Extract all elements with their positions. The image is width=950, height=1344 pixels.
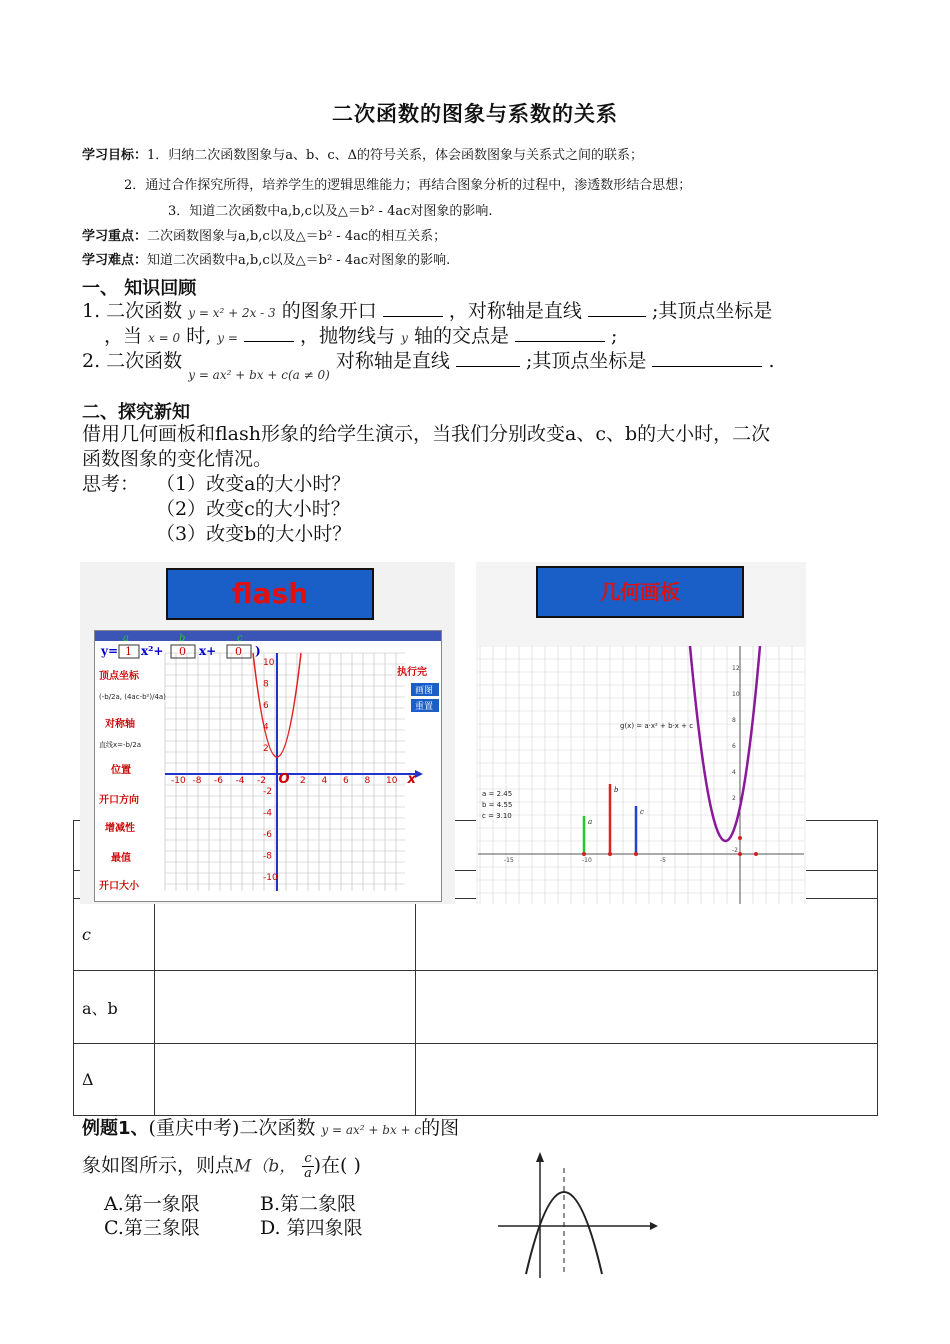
q1-formula: y = x² + 2x - 3	[188, 306, 276, 320]
q1-text-l: ;	[611, 325, 618, 347]
blank-q2-axis[interactable]	[456, 348, 520, 367]
key-point-line	[82, 229, 912, 245]
page-title: 二次函数的图象与系数的关系	[332, 102, 618, 126]
q1-text-i: ，抛物线与	[300, 325, 396, 347]
table-row-label: a、b	[74, 971, 155, 1044]
example-parabola-graph	[492, 1150, 667, 1280]
option-b[interactable]: B.第二象限	[260, 1193, 357, 1215]
think-item-3: （3）改变b的大小时？	[156, 523, 352, 545]
q2-text-c: ;其顶点坐标是	[525, 350, 647, 372]
flash-x-tick: 10	[386, 776, 398, 786]
goal-3-text: 3．知道二次函数中a,b,c以及△＝b² - 4ac对图象的影响.	[168, 204, 493, 219]
flash-y-tick: 10	[263, 658, 275, 668]
flash-x-tick: -2	[257, 776, 266, 786]
gsp-y-tick: 10	[732, 691, 740, 698]
flash-x-tick: 6	[343, 776, 349, 786]
question-1-line-2	[104, 323, 804, 350]
q1-text-c: ，对称轴是直线	[448, 300, 582, 322]
gsp-graph	[478, 646, 804, 904]
section-2-heading: 二、探究新知	[82, 402, 190, 423]
q1-text-k: 轴的交点是	[413, 325, 509, 347]
question-2-line	[82, 348, 882, 382]
objective-line-1	[82, 148, 912, 164]
flash-label: 增减性	[105, 823, 135, 834]
q2-text-d: .	[768, 350, 775, 372]
gsp-bar-label: b	[614, 786, 619, 794]
example-1-line-1	[82, 1116, 459, 1142]
gsp-bar-label: a	[588, 818, 593, 826]
option-c[interactable]: C.第三象限	[104, 1217, 200, 1239]
q1-text-a: 1. 二次函数	[82, 300, 183, 322]
think-item-1: （1）改变a的大小时？	[156, 473, 351, 495]
q2-text-a: 2. 二次函数	[82, 350, 183, 372]
think-label: 思考：	[82, 473, 140, 495]
blank-intersection[interactable]	[515, 323, 605, 342]
option-d[interactable]: D. 第四象限	[260, 1217, 363, 1239]
flash-status: 执行完	[397, 667, 427, 678]
key-label: 学习重点：	[82, 229, 148, 244]
flash-y-tick: -4	[263, 808, 272, 819]
q2-text-b: 对称轴是直线	[335, 350, 450, 372]
example-formula: y = ax² + bx + c	[321, 1123, 422, 1137]
flash-draw-button[interactable]: 画图	[415, 686, 434, 696]
flash-canvas	[94, 630, 442, 902]
flash-y-tick: 8	[263, 679, 269, 690]
flash-y-tick: 2	[263, 744, 269, 754]
flash-label: 对称轴	[105, 719, 135, 730]
gsp-button[interactable]: 几何画板	[536, 566, 744, 618]
q2-formula: y = ax² + bx + c(a ≠ 0)	[188, 368, 330, 382]
q1-text-g: 时,	[186, 325, 212, 347]
flash-button[interactable]: flash	[166, 568, 374, 620]
flash-label: 位置	[111, 765, 131, 776]
flash-vertex-formula: (-b/2a, (4ac-b²)/4a)	[99, 693, 166, 701]
flash-x-tick: O	[278, 772, 290, 787]
blank-y-value[interactable]	[244, 323, 294, 342]
gsp-y-tick: 12	[732, 665, 740, 672]
gsp-y-tick: 6	[732, 743, 736, 750]
question-1-line-1	[82, 298, 882, 325]
gsp-screenshot	[476, 562, 806, 904]
difficulty-line	[82, 253, 912, 269]
flash-eq-a[interactable]: 1	[125, 645, 132, 658]
gsp-y-tick: -2	[732, 847, 738, 854]
example-source: (重庆中考)二次函数	[148, 1117, 316, 1139]
blank-opening[interactable]	[383, 298, 443, 317]
q1-x-zero: x = 0	[148, 331, 181, 345]
example-text-2: 象如图所示，则点	[82, 1154, 235, 1177]
flash-x-tick: 4	[321, 776, 328, 786]
flash-eq-c[interactable]: 0	[235, 645, 242, 658]
fraction-denominator: a	[304, 1166, 312, 1181]
flash-eq-x: x+	[199, 644, 217, 658]
flash-eq-y: y=	[101, 644, 119, 658]
flash-y-tick: 6	[263, 701, 269, 711]
example-title: 例题1、	[82, 1118, 149, 1139]
flash-screenshot	[80, 562, 455, 904]
q1-text-e: ，当	[104, 325, 143, 347]
flash-label: 开口大小	[99, 881, 139, 892]
gsp-function-label: g(x) = a·x² + b·x + c	[620, 722, 694, 730]
blank-axis[interactable]	[588, 298, 646, 317]
goal-2-text: 2．通过合作探究所得，培养学生的逻辑思维能力；再结合图象分析的过程中，渗透数形结合思想；	[124, 178, 692, 193]
diff-text: 知道二次函数中a,b,c以及△＝b² - 4ac对图象的影响.	[147, 253, 451, 268]
flash-eq-x2: x²+	[141, 644, 164, 658]
gsp-x-tick: -10	[582, 857, 592, 864]
q1-y-axis: y	[401, 331, 408, 345]
option-a[interactable]: A.第一象限	[104, 1193, 200, 1215]
flash-x-tick: -6	[214, 776, 223, 786]
flash-eq-close: )	[255, 644, 261, 658]
table-row-label: c	[74, 899, 155, 971]
gsp-param-b[interactable]: b = 4.55	[482, 801, 513, 809]
flash-label: 顶点坐标	[99, 671, 139, 682]
flash-coef-a: a	[123, 633, 129, 644]
flash-x-tick: -4	[235, 776, 245, 786]
blank-q2-vertex[interactable]	[652, 348, 762, 367]
flash-label: 开口方向	[99, 795, 139, 806]
example-text-1: 的图	[421, 1117, 460, 1139]
section-2-line-2: 函数图象的变化情况。	[82, 448, 273, 470]
flash-y-tick: -10	[263, 873, 278, 883]
flash-graph	[95, 631, 441, 901]
goal-1-text: 1．归纳二次函数图象与a、b、c、Δ的符号关系，体会函数图象与关系式之间的联系；	[147, 148, 644, 163]
key-text: 二次函数图象与a,b,c以及△＝b² - 4ac的相互关系；	[147, 229, 447, 244]
flash-x-tick: x	[407, 772, 416, 787]
section-1-heading: 一、 知识回顾	[82, 278, 197, 299]
fraction-numerator: c	[304, 1151, 312, 1166]
flash-y-tick: -6	[263, 830, 272, 840]
table-row-label: Δ	[74, 1044, 155, 1116]
example-fraction	[302, 1152, 313, 1181]
section-2-line-1: 借用几何画板和flash形象的给学生演示，当我们分别改变a、c、b的大小时，二次	[82, 423, 771, 445]
flash-x-tick: -8	[192, 776, 202, 786]
gsp-x-tick: -5	[660, 857, 666, 864]
gsp-bar-label: c	[640, 808, 644, 816]
flash-label: 最值	[111, 853, 131, 864]
gsp-param-a[interactable]: a = 2.45	[482, 790, 513, 798]
example-text-3: )在( )	[313, 1154, 361, 1177]
goal-label: 学习目标：	[82, 148, 148, 163]
gsp-y-tick: 4	[732, 769, 736, 776]
flash-eq-b[interactable]: 0	[179, 645, 186, 658]
diff-label: 学习难点：	[82, 253, 148, 268]
example-point: M（b，	[234, 1156, 297, 1177]
flash-y-tick: -8	[263, 851, 272, 862]
flash-axis-formula: 直线x=-b/2a	[99, 741, 142, 749]
gsp-canvas	[478, 646, 804, 904]
q1-y-equals: y =	[217, 331, 238, 345]
gsp-x-tick: -15	[504, 857, 514, 864]
q1-text-b: 的图象开口	[281, 300, 377, 322]
flash-y-tick: 4	[263, 722, 269, 733]
gsp-param-c[interactable]: c = 3.10	[482, 812, 512, 820]
flash-coef-c: c	[237, 633, 243, 644]
gsp-y-tick: 8	[732, 717, 736, 724]
gsp-y-tick: 2	[732, 795, 736, 802]
flash-x-tick: -10	[171, 776, 186, 786]
flash-reset-button[interactable]: 重置	[415, 702, 434, 712]
think-item-2: （2）改变c的大小时？	[156, 498, 350, 520]
flash-coef-b: b	[179, 633, 186, 644]
example-1-line-2	[82, 1152, 361, 1181]
q1-text-d: ;其顶点坐标是	[651, 300, 773, 322]
flash-y-tick: -2	[263, 787, 272, 797]
flash-x-tick: 2	[300, 776, 306, 786]
flash-x-tick: 8	[364, 776, 371, 786]
